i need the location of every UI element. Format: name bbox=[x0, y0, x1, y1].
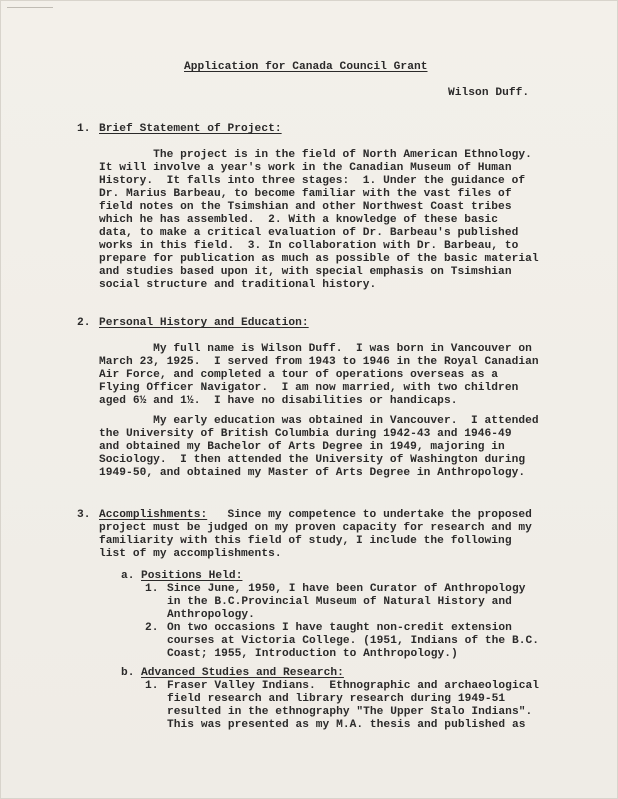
author-name: Wilson Duff. bbox=[448, 87, 530, 99]
s1-line: It will involve a year's work in the Canadian Museum of Human bbox=[99, 162, 512, 174]
item-number: 1. bbox=[145, 583, 159, 595]
pencil-mark bbox=[7, 7, 53, 14]
item-line: Coast; 1955, Introduction to Anthropology.) bbox=[167, 648, 458, 660]
s1-line: Dr. Marius Barbeau, to become familiar with the vast files of bbox=[99, 188, 512, 200]
item-line: Anthropology. bbox=[167, 609, 255, 621]
s3-line: list of my accomplishments. bbox=[99, 548, 282, 560]
s2-line: Sociology. I then attended the University of Washington during bbox=[99, 454, 526, 466]
s1-line: History. It falls into three stages: 1. Under the guidance of bbox=[99, 175, 526, 187]
section-3-heading: Accomplishments: bbox=[99, 509, 208, 521]
s1-line: social structure and traditional history. bbox=[99, 279, 377, 291]
subsection-a-heading: Positions Held: bbox=[141, 570, 243, 582]
item-number: 2. bbox=[145, 622, 159, 634]
item-line: On two occasions I have taught non-credit extension bbox=[167, 622, 512, 634]
s1-line: data, to make a critical evaluation of Dr. Barbeau's published bbox=[99, 227, 519, 239]
s2-line: My full name is Wilson Duff. I was born in Vancouver on bbox=[99, 343, 532, 355]
document-title: Application for Canada Council Grant bbox=[184, 61, 428, 73]
s2-line: Air Force, and completed a tour of operations overseas as a bbox=[99, 369, 499, 381]
s3-line: familiarity with this field of study, I include the following bbox=[99, 535, 512, 547]
item-line: field research and library research during 1949-51 bbox=[167, 693, 506, 705]
section-1-number: 1. bbox=[77, 123, 91, 135]
s2-line: aged 6½ and 1½. I have no disabilities or handicaps. bbox=[99, 395, 458, 407]
item-line: Fraser Valley Indians. Ethnographic and archaeological bbox=[167, 680, 539, 692]
item-line: in the B.C.Provincial Museum of Natural History and bbox=[167, 596, 512, 608]
item-line: courses at Victoria College. (1951, Indians of the B.C. bbox=[167, 635, 539, 647]
s1-line: and studies based upon it, with special emphasis on Tsimshian bbox=[99, 266, 512, 278]
section-2-number: 2. bbox=[77, 317, 91, 329]
s2-line: and obtained my Bachelor of Arts Degree in 1949, majoring in bbox=[99, 441, 505, 453]
item-line: resulted in the ethnography "The Upper Stalo Indians". bbox=[167, 706, 533, 718]
section-2-heading: Personal History and Education: bbox=[99, 317, 309, 329]
subsection-a-label: a. bbox=[121, 570, 135, 582]
item-number: 1. bbox=[145, 680, 159, 692]
section-3-intro: Since my competence to undertake the proposed bbox=[214, 509, 532, 521]
s1-line: prepare for publication as much as possible of the basic material bbox=[99, 253, 539, 265]
s2-line: the University of British Columbia during 1942-43 and 1946-49 bbox=[99, 428, 512, 440]
subsection-b-label: b. bbox=[121, 667, 135, 679]
section-3-number: 3. bbox=[77, 509, 91, 521]
s1-line: field notes on the Tsimshian and other Northwest Coast tribes bbox=[99, 201, 512, 213]
s2-line: 1949-50, and obtained my Master of Arts Degree in Anthropology. bbox=[99, 467, 526, 479]
s1-line: The project is in the field of North American Ethnology. bbox=[99, 149, 532, 161]
subsection-b-heading: Advanced Studies and Research: bbox=[141, 667, 344, 679]
s2-line: Flying Officer Navigator. I am now married, with two children bbox=[99, 382, 519, 394]
s3-line: project must be judged on my proven capacity for research and my bbox=[99, 522, 532, 534]
s1-line: which he has assembled. 2. With a knowledge of these basic bbox=[99, 214, 499, 226]
s2-line: My early education was obtained in Vancouver. I attended bbox=[99, 415, 539, 427]
item-line: Since June, 1950, I have been Curator of Anthropology bbox=[167, 583, 526, 595]
section-1-heading: Brief Statement of Project: bbox=[99, 123, 282, 135]
s1-line: works in this field. 3. In collaboration with Dr. Barbeau, to bbox=[99, 240, 519, 252]
item-line: This was presented as my M.A. thesis and published as bbox=[167, 719, 526, 731]
s2-line: March 23, 1925. I served from 1943 to 1946 in the Royal Canadian bbox=[99, 356, 539, 368]
